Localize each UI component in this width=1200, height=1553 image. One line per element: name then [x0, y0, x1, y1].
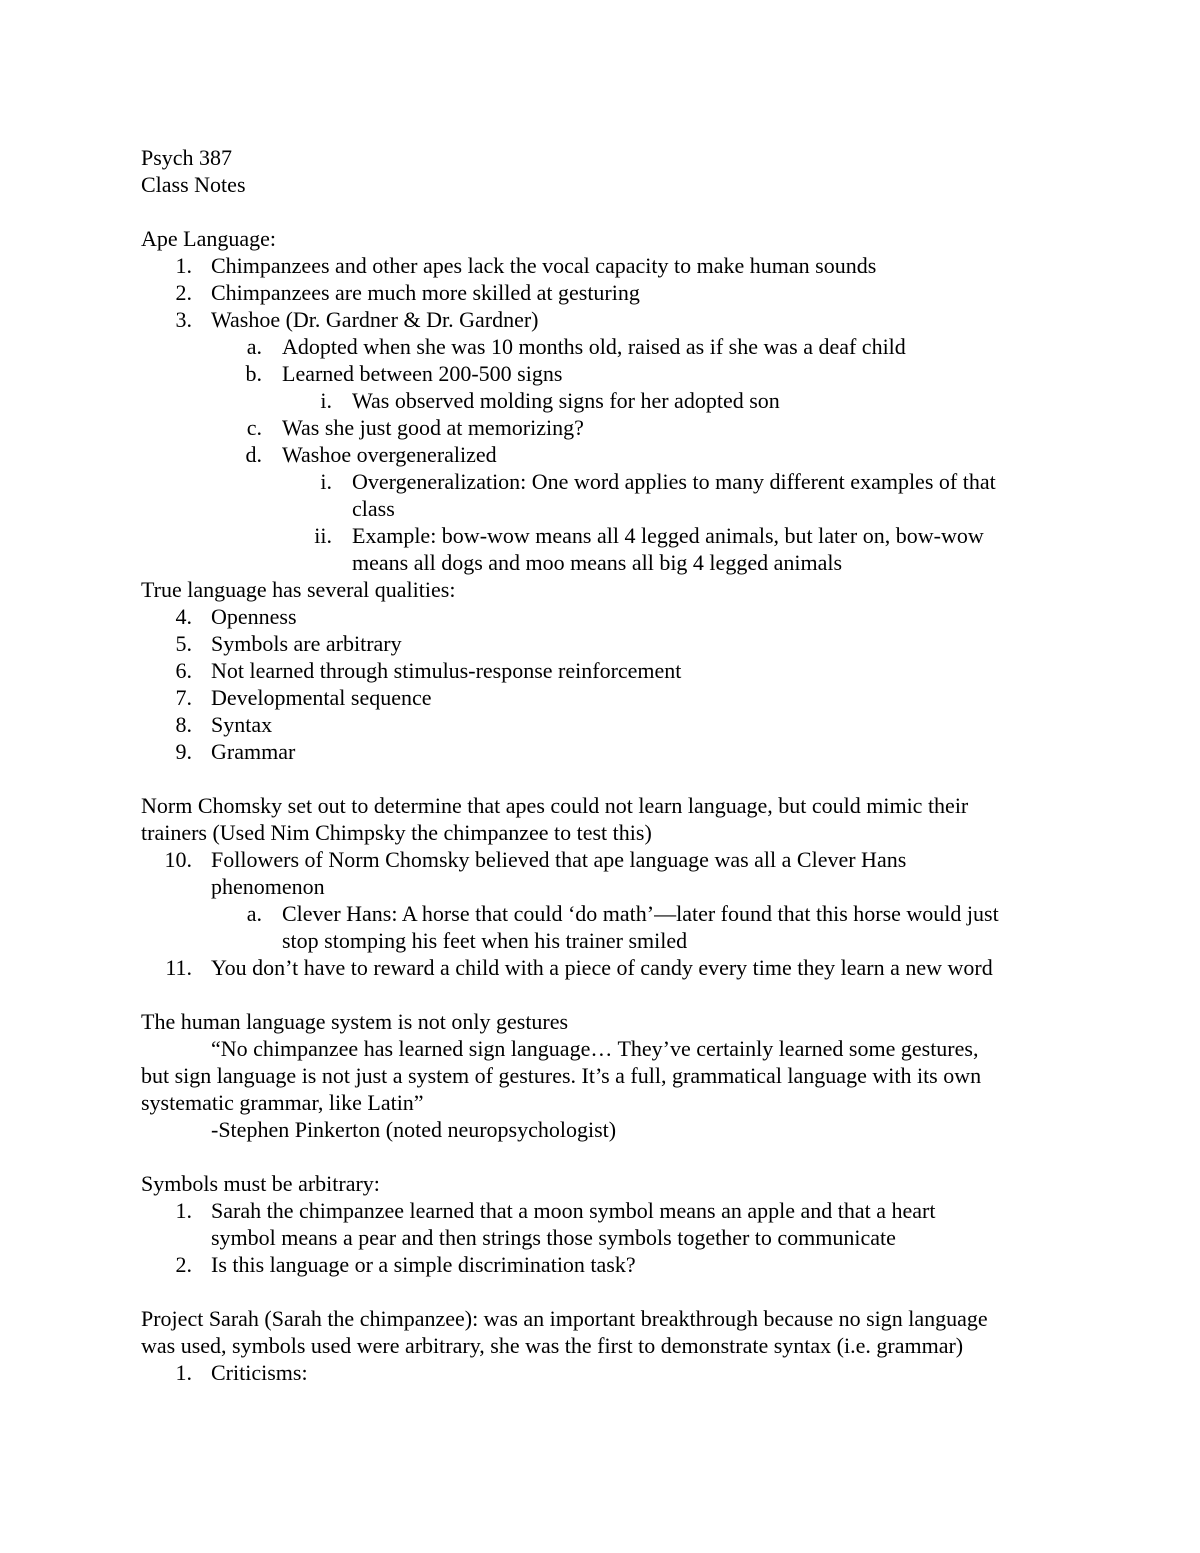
section-heading-human-system: The human language system is not only gestures: [141, 1009, 569, 1034]
list-item: Washoe overgeneralized: [282, 442, 497, 467]
list-marker: c.: [246, 415, 262, 440]
paragraph-line: trainers (Used Nim Chimpsky the chimpanzee to test this): [141, 820, 652, 845]
list-item: Learned between 200-500 signs: [282, 361, 563, 386]
section-heading-qualities: True language has several qualities:: [141, 577, 456, 602]
list-item: Adopted when she was 10 months old, raised as if she was a deaf child: [282, 334, 906, 359]
list-marker: 10.: [164, 847, 192, 872]
list-item: Clever Hans: A horse that could ‘do math’—later found that this horse would just: [282, 901, 999, 926]
list-item: Grammar: [211, 739, 296, 764]
list-marker: 1.: [175, 1198, 192, 1223]
list-marker: 4.: [175, 604, 192, 629]
list-marker: 6.: [175, 658, 192, 683]
list-item: Washoe (Dr. Gardner & Dr. Gardner): [211, 307, 539, 332]
list-marker: a.: [246, 901, 262, 926]
list-marker: 9.: [175, 739, 192, 764]
list-marker: i.: [320, 469, 332, 494]
list-item-continued: symbol means a pear and then strings those symbols together to communicate: [211, 1225, 896, 1250]
list-item: Is this language or a simple discrimination task?: [211, 1252, 636, 1277]
list-marker: 2.: [175, 1252, 192, 1277]
section-heading-ape-language: Ape Language:: [141, 226, 276, 251]
list-marker: ii.: [314, 523, 332, 548]
list-marker: 7.: [175, 685, 192, 710]
course-title: Psych 387: [141, 145, 233, 170]
list-item-continued: class: [352, 496, 395, 521]
list-item-continued: stop stomping his feet when his trainer smiled: [282, 928, 688, 953]
list-item-continued: phenomenon: [211, 874, 325, 899]
list-marker: d.: [245, 442, 262, 467]
notes-subtitle: Class Notes: [141, 172, 246, 197]
list-item: Syntax: [211, 712, 273, 737]
section-heading-symbols: Symbols must be arbitrary:: [141, 1171, 380, 1196]
list-marker: i.: [320, 388, 332, 413]
list-item: Was she just good at memorizing?: [282, 415, 584, 440]
list-item: Followers of Norm Chomsky believed that ape language was all a Clever Hans: [211, 847, 907, 872]
list-item: Example: bow-wow means all 4 legged animals, but later on, bow-wow: [352, 523, 984, 548]
list-marker: 3.: [175, 307, 192, 332]
quote-line: systematic grammar, like Latin”: [141, 1090, 424, 1115]
list-item: Chimpanzees are much more skilled at gesturing: [211, 280, 640, 305]
list-marker: 5.: [175, 631, 192, 656]
quote-line: but sign language is not just a system of gestures. It’s a full, grammatical language with its own: [141, 1063, 982, 1088]
paragraph-line: Project Sarah (Sarah the chimpanzee): was an important breakthrough because no sign language: [141, 1306, 988, 1331]
list-marker: b.: [245, 361, 262, 386]
list-item: Symbols are arbitrary: [211, 631, 402, 656]
quote-line: “No chimpanzee has learned sign language… They’ve certainly learned some gestures,: [211, 1036, 979, 1061]
list-item: Not learned through stimulus-response reinforcement: [211, 658, 682, 683]
list-marker: 1.: [175, 253, 192, 278]
list-item: Chimpanzees and other apes lack the vocal capacity to make human sounds: [211, 253, 877, 278]
list-item: Developmental sequence: [211, 685, 432, 710]
list-marker: 2.: [175, 280, 192, 305]
quote-attribution: -Stephen Pinkerton (noted neuropsychologist): [211, 1117, 617, 1142]
list-item: Was observed molding signs for her adopted son: [352, 388, 780, 413]
list-marker: 1.: [175, 1360, 192, 1385]
list-marker: 8.: [175, 712, 192, 737]
list-item: Criticisms:: [211, 1360, 308, 1385]
list-marker: 11.: [165, 955, 192, 980]
paragraph-line: was used, symbols used were arbitrary, she was the first to demonstrate syntax (i.e. grammar): [141, 1333, 964, 1358]
paragraph-line: Norm Chomsky set out to determine that apes could not learn language, but could mimic their: [141, 793, 969, 818]
list-item-continued: means all dogs and moo means all big 4 legged animals: [352, 550, 843, 575]
list-item: Overgeneralization: One word applies to many different examples of that: [352, 469, 996, 494]
list-item: You don’t have to reward a child with a piece of candy every time they learn a new word: [211, 955, 993, 980]
list-item: Sarah the chimpanzee learned that a moon symbol means an apple and that a heart: [211, 1198, 936, 1223]
list-marker: a.: [246, 334, 262, 359]
list-item: Openness: [211, 604, 297, 629]
